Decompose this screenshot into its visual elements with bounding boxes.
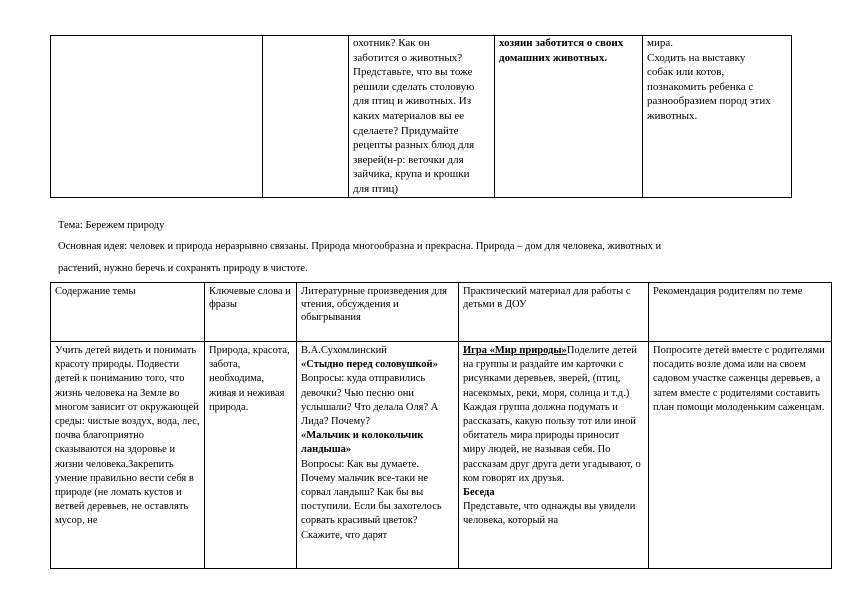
text-line: заботится о животных?	[353, 51, 463, 64]
keywords-cell	[205, 342, 297, 569]
game-title: Игра «Мир природы»	[463, 345, 567, 356]
text-line: охотник? Как он	[353, 37, 430, 49]
text-line: зайчика, крупа и крошки	[353, 168, 470, 181]
parents-text: Попросите детей вместе с родителями посадить возле дома или на своем садовом участке саженцы деревьев, а затем вместе с родителями составить план помощи молоденьким саженцам.	[653, 345, 825, 413]
keywords-text: Природа, красота, забота, необходима, живая и неживая природа.	[209, 345, 290, 413]
header-practical: Практический материал для работы с детьми в ДОУ	[459, 283, 649, 342]
table-row	[51, 36, 792, 198]
parents-cell	[649, 342, 832, 569]
prev-keywords-cell	[263, 36, 349, 198]
practical-cell	[459, 342, 649, 569]
text-line: Представьте, что вы тоже	[353, 66, 473, 79]
text-line: хозяин заботится о своих	[499, 37, 624, 49]
text-line: мира.	[647, 37, 673, 49]
text-line: животных.	[647, 109, 698, 122]
header-literature: Литературные произведения для чтения, обсуждения и обыгрывания	[297, 283, 459, 342]
text-line: для птиц и животных. Из	[353, 95, 472, 108]
content-text: Учить детей видеть и понимать красоту природы. Подвести детей к пониманию того, что жизнь человека на Земле во многом зависит от окружающей среды: чистые воздух, вода, лес, почва благоприятно сказываются на здоровье и жизни человека.Закрепить умение правильно вести себя в природе (не ломать кустов и ветвей деревьев, не оставлять мусор, не	[55, 345, 200, 527]
text-line: Сходить на выставку	[647, 51, 746, 64]
text-line: зверей(н-р: веточки для	[353, 153, 464, 166]
prev-literature-cell	[349, 36, 495, 198]
text-line: решили сделать столовую	[353, 80, 475, 93]
text-line: каких материалов вы ее	[353, 109, 465, 122]
text-line: собак или котов,	[647, 66, 725, 79]
game-text: Поделите детей на группы и раздайте им карточки с рисунками деревьев, зверей, (птиц, насекомых, реки, моря, солнца и т.д.) Каждая группа должна подумать и рассказать, какую пользу тот или иной обитатель мира природы приносит миру людей, не называя себя. По рассказам друг друга дети угадывают, о ком говорят их друзья.	[463, 345, 641, 484]
literature-cell	[297, 342, 459, 569]
continued-table	[50, 35, 792, 198]
text-line: познакомить ребенка с	[647, 80, 754, 93]
main-idea-line-1: Основная идея: человек и природа неразрывно связаны. Природа многообразна и прекрасна. Природа – дом для человека, животных и	[58, 241, 662, 252]
text-line: домашних животных.	[499, 51, 608, 64]
header-content: Содержание темы	[51, 283, 205, 342]
header-parents: Рекомендация родителям по теме	[649, 283, 832, 342]
prev-content-cell	[51, 36, 263, 198]
topic-table	[50, 282, 832, 569]
text-line: рецепты разных блюд для	[353, 139, 475, 152]
header-keywords: Ключевые слова и фразы	[205, 283, 297, 342]
content-cell	[51, 342, 205, 569]
literature-title-1: «Стыдно перед соловушкой»	[301, 359, 438, 371]
literature-questions-2: Вопросы: Как вы думаете. Почему мальчик все-таки не сорвал ландыш? Как бы вы поступили. Если бы захотелось сорвать красивый цветок? Скажите, что дарят	[301, 458, 442, 541]
main-idea-line-2: растений, нужно беречь и сохранять природу в чистоте.	[58, 263, 308, 274]
text-line: для птиц)	[353, 182, 399, 195]
literature-title-2: «Мальчик и колокольчик ландыша»	[301, 430, 424, 456]
text-line: разнообразием пород этих	[647, 95, 771, 108]
table-header-row	[51, 283, 832, 342]
talk-text: Представьте, что однажды вы увидели человека, который на	[463, 501, 636, 527]
text-line: сделаете? Придумайте	[353, 124, 459, 137]
topic-heading: Тема: Бережем природу	[58, 220, 165, 231]
prev-parents-cell	[643, 36, 792, 198]
talk-title: Беседа	[463, 487, 495, 499]
table-row	[51, 342, 832, 569]
literature-questions-1: Вопросы: куда отправились девочки? Чью песню они услышали? Что делала Оля? А Лида? Почему?	[301, 373, 439, 428]
prev-practical-cell	[495, 36, 643, 198]
literature-author: В.А.Сухомлинский	[301, 345, 387, 356]
